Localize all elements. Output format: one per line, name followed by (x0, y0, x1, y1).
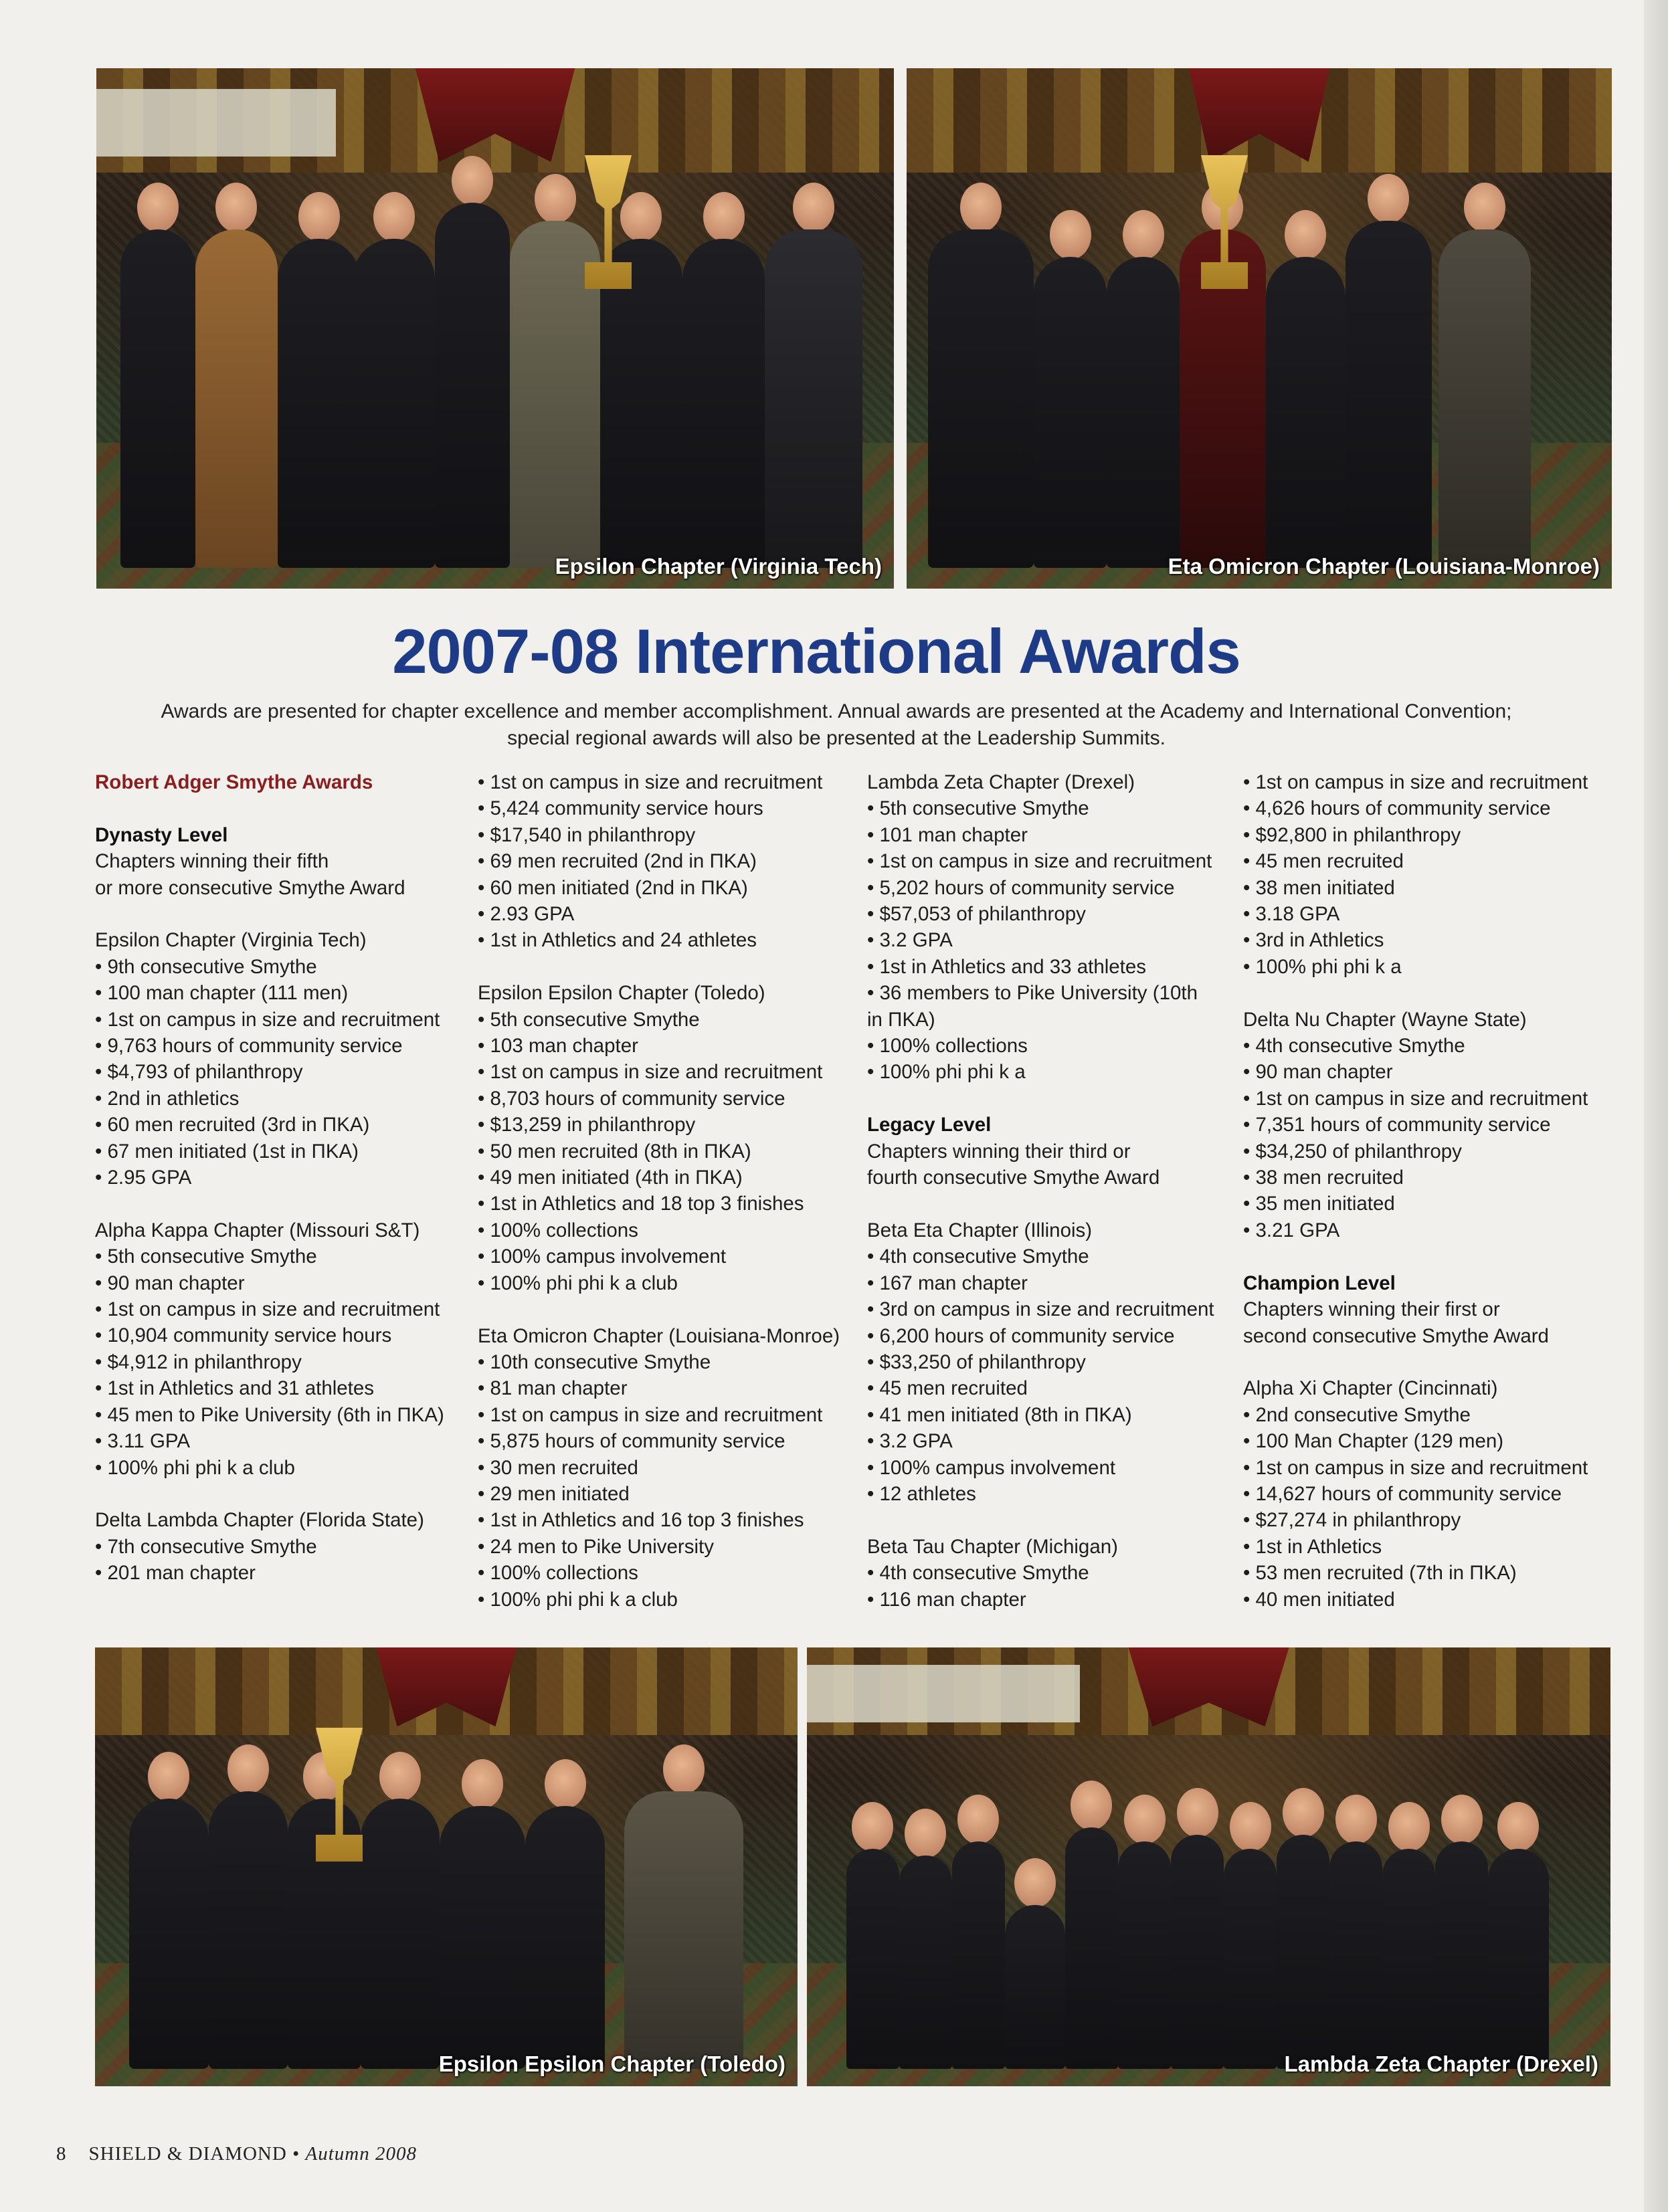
paragraph-gap (95, 1481, 470, 1507)
text-line: • 100% campus involvement (478, 1245, 727, 1268)
text-line: Lambda Zeta Chapter (Drexel) (867, 771, 1135, 793)
group-of-men (116, 1692, 777, 2069)
text-line: • 2nd in athletics (95, 1087, 240, 1110)
text-line: • 201 man chapter (95, 1562, 256, 1585)
text-line: • 1st in Athletics (1243, 1535, 1382, 1558)
text-line: • 24 men to Pike University (478, 1535, 714, 1558)
text-line: • 90 man chapter (95, 1272, 245, 1294)
section-heading: Champion Level (1243, 1272, 1396, 1294)
text-line: • $92,800 in philanthropy (1243, 823, 1461, 846)
text-line: • 90 man chapter (1243, 1061, 1393, 1084)
photo-caption: Epsilon Chapter (Virginia Tech) (555, 554, 882, 579)
paragraph-gap (478, 954, 852, 980)
photo-lambda-zeta-chapter (807, 1647, 1610, 2086)
text-line: • 5th consecutive Smythe (95, 1245, 317, 1268)
text-line: • $34,250 of philanthropy (1243, 1140, 1462, 1163)
text-line: • 1st in Athletics and 33 athletes (867, 955, 1147, 978)
text-line: • 38 men recruited (1243, 1167, 1404, 1189)
text-line: • 30 men recruited (478, 1456, 638, 1479)
paragraph-gap (1243, 1243, 1618, 1270)
text-line: Beta Eta Chapter (Illinois) (867, 1219, 1093, 1241)
text-line: • 5,424 community service hours (478, 797, 763, 820)
text-line: • 3.2 GPA (867, 1430, 953, 1453)
text-line: • 49 men initiated (4th in ΠKA) (478, 1167, 743, 1189)
photo-caption: Epsilon Epsilon Chapter (Toledo) (438, 2051, 785, 2076)
text-line: • 10th consecutive Smythe (478, 1350, 711, 1373)
text-line: • 14,627 hours of community service (1243, 1482, 1562, 1505)
text-line: • 2.95 GPA (95, 1167, 192, 1189)
text-line: • $13,259 in philanthropy (478, 1114, 696, 1136)
text-line: • 8,703 hours of community service (478, 1087, 785, 1110)
text-line: • $27,274 in philanthropy (1243, 1509, 1461, 1532)
text-line: • 3.18 GPA (1243, 903, 1340, 926)
intro-line-2: special regional awards will also be presented at the Leadership Summits. (507, 727, 1166, 749)
text-line: • 100% collections (478, 1562, 638, 1585)
text-line: • 4th consecutive Smythe (1243, 1035, 1465, 1058)
text-line: • 1st in Athletics and 31 athletes (95, 1377, 375, 1400)
paragraph-gap (1243, 980, 1618, 1006)
text-line: • 38 men initiated (1243, 876, 1395, 899)
text-line: Alpha Kappa Chapter (Missouri S&T) (95, 1219, 420, 1241)
text-line: • 1st in Athletics and 18 top 3 finishes (478, 1193, 804, 1215)
text-line: • 1st on campus in size and recruitment (867, 850, 1212, 873)
text-line: Chapters winning their fifth (95, 850, 329, 873)
text-line: • 7,351 hours of community service (1243, 1114, 1551, 1136)
text-line: • $17,540 in philanthropy (478, 823, 696, 846)
text-line: • 45 men recruited (867, 1377, 1028, 1400)
text-line: • 103 man chapter (478, 1035, 638, 1058)
text-line: • 60 men recruited (3rd in ΠKA) (95, 1114, 370, 1136)
text-line: • 1st on campus in size and recruitment (95, 1298, 440, 1321)
text-line: Alpha Xi Chapter (Cincinnati) (1243, 1377, 1498, 1400)
text-line: Beta Tau Chapter (Michigan) (867, 1535, 1118, 1558)
footer-separator: • (292, 2143, 300, 2165)
paragraph-gap (95, 1191, 470, 1217)
text-line: • $4,793 of philanthropy (95, 1061, 303, 1084)
text-line: • 100% collections (867, 1035, 1028, 1058)
text-line: • 12 athletes (867, 1482, 976, 1505)
text-line: • 6,200 hours of community service (867, 1324, 1175, 1347)
text-line: • 5th consecutive Smythe (867, 797, 1089, 820)
text-line: • 167 man chapter (867, 1272, 1028, 1294)
text-line: • 1st on campus in size and recruitment (95, 1008, 440, 1031)
paragraph-gap (478, 1296, 852, 1322)
text-line: • 10,904 community service hours (95, 1324, 392, 1347)
text-line: • 5th consecutive Smythe (478, 1008, 700, 1031)
text-column-4 (1243, 769, 1618, 1613)
text-line: • 100 Man Chapter (129 men) (1243, 1430, 1504, 1453)
text-line: • 3rd on campus in size and recruitment (867, 1298, 1214, 1321)
group-of-men (928, 120, 1591, 568)
text-line: • 2nd consecutive Smythe (1243, 1403, 1471, 1426)
text-line: • 50 men recruited (8th in ΠKA) (478, 1140, 751, 1163)
text-column-3 (867, 769, 1242, 1613)
text-line: • 3.11 GPA (95, 1430, 191, 1453)
text-line: • 5,202 hours of community service (867, 876, 1175, 899)
text-line: Delta Lambda Chapter (Florida State) (95, 1509, 424, 1532)
text-line: or more consecutive Smythe Award (95, 876, 405, 899)
text-line: • 1st in Athletics and 24 athletes (478, 929, 757, 952)
text-line: Chapters winning their first or (1243, 1298, 1500, 1321)
text-line: second consecutive Smythe Award (1243, 1324, 1549, 1347)
text-line: • 1st on campus in size and recruitment (478, 1061, 823, 1084)
article-intro (127, 698, 1546, 752)
text-line: • 1st on campus in size and recruitment (1243, 1087, 1588, 1110)
text-line: • 1st on campus in size and recruitment (478, 771, 823, 793)
text-line: • 1st in Athletics and 16 top 3 finishes (478, 1509, 804, 1532)
text-line: fourth consecutive Smythe Award (867, 1167, 1160, 1189)
text-line: Delta Nu Chapter (Wayne State) (1243, 1008, 1527, 1031)
text-line: • 36 members to Pike University (10th (867, 982, 1198, 1005)
page-footer (56, 2143, 417, 2165)
paragraph-gap (95, 901, 470, 927)
text-line: • 9,763 hours of community service (95, 1035, 403, 1058)
text-line: Eta Omicron Chapter (Louisiana-Monroe) (478, 1324, 840, 1347)
text-line: • 3.21 GPA (1243, 1219, 1340, 1241)
text-column-2 (478, 769, 852, 1613)
text-line: • 3rd in Athletics (1243, 929, 1384, 952)
text-line: • 29 men initiated (478, 1482, 630, 1505)
projection-screen (807, 1665, 1080, 1722)
text-line: • 9th consecutive Smythe (95, 955, 317, 978)
text-line: • $33,250 of philanthropy (867, 1350, 1086, 1373)
text-line: • 7th consecutive Smythe (95, 1535, 317, 1558)
text-line: • 41 men initiated (8th in ΠKA) (867, 1403, 1132, 1426)
text-line: • 1st on campus in size and recruitment (478, 1403, 823, 1426)
photo-epsilon-chapter (96, 68, 894, 589)
issue-label: Autumn 2008 (305, 2143, 417, 2165)
text-line: • 101 man chapter (867, 823, 1028, 846)
text-line: • 45 men to Pike University (6th in ΠKA) (95, 1403, 444, 1426)
text-line: • 116 man chapter (867, 1588, 1026, 1611)
text-line: • 5,875 hours of community service (478, 1430, 785, 1453)
text-line: • 100% campus involvement (867, 1456, 1116, 1479)
text-line: • $57,053 of philanthropy (867, 903, 1086, 926)
text-line: • 4th consecutive Smythe (867, 1562, 1089, 1585)
text-line: • 53 men recruited (7th in ΠKA) (1243, 1562, 1517, 1585)
text-line: • 35 men initiated (1243, 1193, 1395, 1215)
photo-caption: Lambda Zeta Chapter (Drexel) (1284, 2051, 1598, 2076)
text-line: • 69 men recruited (2nd in ΠKA) (478, 850, 757, 873)
text-line: • 67 men initiated (1st in ΠKA) (95, 1140, 359, 1163)
text-line: • 1st on campus in size and recruitment (1243, 1456, 1588, 1479)
text-line: • 81 man chapter (478, 1377, 628, 1400)
text-line: • 3.2 GPA (867, 929, 953, 952)
text-line: • 2.93 GPA (478, 903, 575, 926)
paragraph-gap (867, 1507, 1242, 1533)
text-line: • 40 men initiated (1243, 1588, 1395, 1611)
text-line: • 100 man chapter (111 men) (95, 982, 349, 1005)
text-line: in ΠKA) (867, 1008, 935, 1031)
group-of-men (120, 120, 870, 568)
text-line: • 45 men recruited (1243, 850, 1404, 873)
text-line: • 100% phi phi k a club (478, 1272, 678, 1294)
text-line: Chapters winning their third or (867, 1140, 1131, 1163)
text-line: • 1st on campus in size and recruitment (1243, 771, 1588, 793)
paragraph-gap (95, 795, 470, 821)
text-line: • 60 men initiated (2nd in ΠKA) (478, 876, 748, 899)
text-column-1 (95, 769, 470, 1587)
text-line: • 100% phi phi k a club (95, 1456, 295, 1479)
photo-epsilon-epsilon-chapter (95, 1647, 798, 2086)
text-line: • 100% phi phi k a (867, 1061, 1026, 1084)
text-line: • $4,912 in philanthropy (95, 1350, 302, 1373)
text-line: Epsilon Epsilon Chapter (Toledo) (478, 982, 765, 1005)
section-heading: Dynasty Level (95, 823, 228, 846)
page-number: 8 (56, 2143, 67, 2165)
photo-caption: Eta Omicron Chapter (Louisiana-Monroe) (1168, 554, 1600, 579)
paragraph-gap (1243, 1349, 1618, 1375)
text-line: • 100% collections (478, 1219, 638, 1241)
text-line: • 4th consecutive Smythe (867, 1245, 1089, 1268)
section-heading: Legacy Level (867, 1114, 992, 1136)
section-heading: Robert Adger Smythe Awards (95, 771, 373, 793)
article-title: 2007-08 International Awards (392, 616, 1240, 686)
photo-eta-omicron-chapter (907, 68, 1612, 589)
large-group-of-men (831, 1718, 1586, 2069)
publication-name: SHIELD & DIAMOND (88, 2143, 287, 2165)
paragraph-gap (867, 1191, 1242, 1217)
page-edge (1644, 0, 1668, 2212)
intro-line-1: Awards are presented for chapter excellence and member accomplishment. Annual awards are presented at the Academy and International Convention; (161, 700, 1512, 722)
text-line: • 100% phi phi k a club (478, 1588, 678, 1611)
text-line: Epsilon Chapter (Virginia Tech) (95, 929, 367, 952)
text-line: • 4,626 hours of community service (1243, 797, 1551, 820)
text-line: • 100% phi phi k a (1243, 955, 1402, 978)
paragraph-gap (867, 1086, 1242, 1112)
